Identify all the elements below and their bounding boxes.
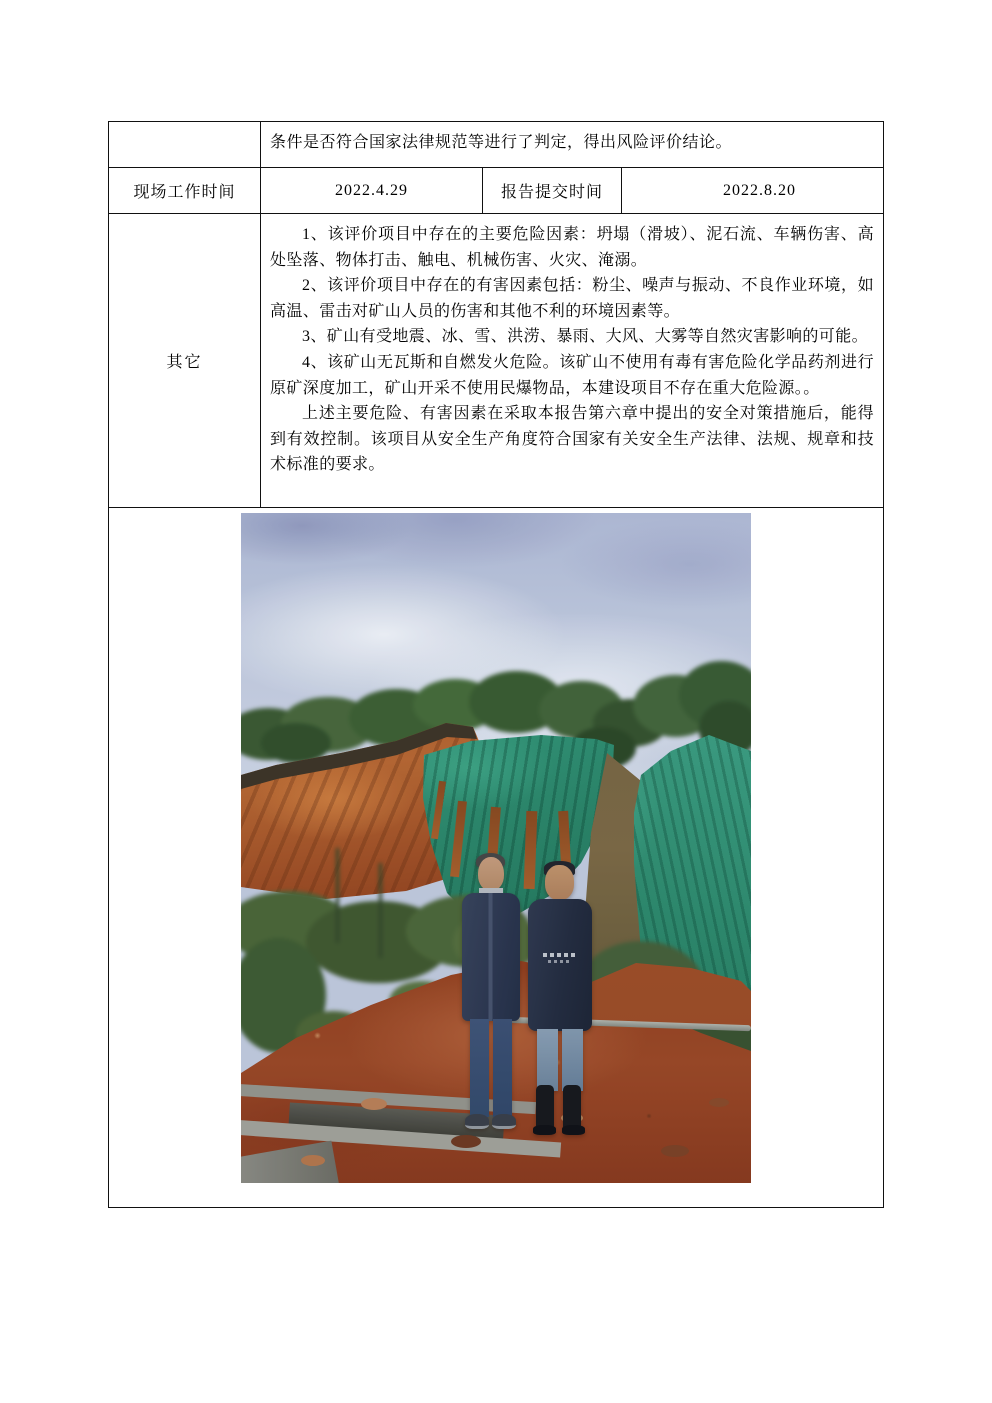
table-row [109,214,884,508]
hazard-paragraph-5: 上述主要危险、有害因素在采取本报告第六章中提出的安全对策措施后，能得到有效控制。该项目从安全生产角度符合国家有关安全生产法律、法规、规章和技术标准的要求。 [270,405,874,474]
table-row [109,168,884,214]
fieldwork-time-value: 2022.4.29 [261,168,483,214]
photo-overlay [241,513,751,1183]
report-submit-time-label: 报告提交时间 [483,168,622,214]
other-section-label: 其它 [109,214,261,508]
table-row [109,122,884,168]
conclusion-continuation-text: 条件是否符合国家法律规范等进行了判定，得出风险评价结论。 [261,122,884,168]
other-section-body [261,214,884,508]
hazard-paragraph-1: 1、该评价项目中存在的主要危险因素：坍塌（滑坡）、泥石流、车辆伤害、高处坠落、物体打击、触电、机械伤害、火灾、淹溺。 [270,226,874,269]
site-photo-cell [109,508,884,1208]
site-photo [241,513,751,1183]
table-row [109,508,884,1208]
fieldwork-time-label: 现场工作时间 [109,168,261,214]
evaluation-table [108,121,884,1208]
hazard-paragraph-2: 2、该评价项目中存在的有害因素包括：粉尘、噪声与振动、不良作业环境，如高温、雷击对矿山人员的伤害和其他不利的环境因素等。 [270,277,874,320]
empty-label-cell [109,122,261,168]
hazard-paragraph-3: 3、矿山有受地震、冰、雪、洪涝、暴雨、大风、大雾等自然灾害影响的可能。 [302,328,869,346]
report-submit-time-value: 2022.8.20 [622,168,884,214]
hazard-paragraph-4: 4、该矿山无瓦斯和自燃发火危险。该矿山不使用有毒有害危险化学品药剂进行原矿深度加工，矿山开采不使用民爆物品，本建设项目不存在重大危险源。。 [270,353,874,397]
